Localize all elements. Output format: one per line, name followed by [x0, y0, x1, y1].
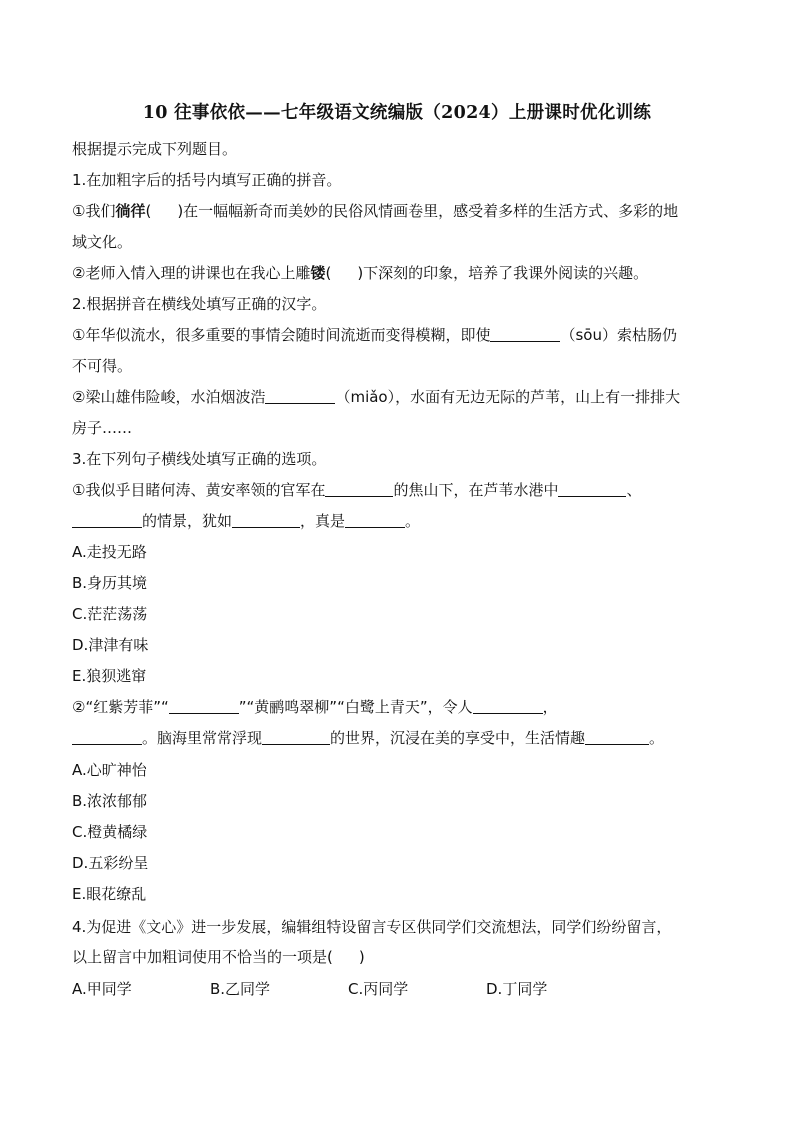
q1-stem: 1.在加粗字后的括号内填写正确的拼音。: [72, 171, 342, 189]
q3-s2-option-b[interactable]: B.浓浓郁郁: [72, 792, 148, 810]
q3-s1-option-c[interactable]: C.茫茫荡荡: [72, 605, 148, 623]
q1-item-1-paren-open: (: [145, 202, 152, 220]
q3-s1-text-e: ，真是: [300, 512, 346, 530]
q1-item-1-pre: ①我们: [72, 202, 116, 220]
q4-option-b[interactable]: B.乙同学: [210, 980, 271, 998]
q3-s2-blank-2[interactable]: [473, 698, 543, 714]
q1-item-2-pre: ②老师入情入理的讲课也在我心上雕: [72, 264, 311, 282]
q1-item-1-cont: 域文化。: [72, 233, 133, 251]
q2-item-1-blank[interactable]: [490, 326, 560, 342]
q3-s2-option-c[interactable]: C.橙黄橘绿: [72, 823, 148, 841]
q3-s1-text-c: 、: [626, 481, 642, 499]
q3-s1-text-f: 。: [405, 512, 421, 530]
q3-s2-text-f: 。: [649, 729, 665, 747]
q1-item-2: [72, 263, 648, 283]
q3-s1-blank-5[interactable]: [345, 512, 405, 528]
q2-item-2-pre: ②梁山雄伟险峻，水泊烟波浩: [72, 388, 266, 406]
q4-option-c[interactable]: C.丙同学: [348, 980, 409, 998]
q3-sentence-2-cont: [72, 728, 664, 748]
q1-item-1-bold-word: 徜徉: [115, 202, 146, 220]
q2-item-1-pre: ①年华似流水，很多重要的事情会随时间流逝而变得模糊，即使: [72, 326, 491, 344]
q2-item-2-post: （miǎo），水面有无边无际的芦苇，山上有一排排大: [335, 388, 681, 406]
q3-s1-text-d: 的情景，犹如: [142, 512, 233, 530]
q3-s2-text-e: 的世界，沉浸在美的享受中，生活情趣: [330, 729, 586, 747]
q2-item-1-post: （sōu）索枯肠仍: [560, 326, 677, 344]
q3-sentence-2: [72, 697, 558, 717]
q1-item-2-bold-word: 镂: [310, 264, 326, 282]
q3-sentence-1-cont: [72, 511, 420, 531]
q3-s2-text-b: ”“黄鹂鸣翠柳”“白鹭上青天”，令人: [238, 698, 473, 716]
q3-s2-option-d[interactable]: D.五彩纷呈: [72, 854, 149, 872]
q2-item-1: [72, 325, 677, 345]
q3-s1-option-a[interactable]: A.走投无路: [72, 543, 147, 561]
q2-item-2: [72, 387, 680, 407]
q4-paren-close: ): [358, 948, 365, 966]
q3-s2-text-d: 。脑海里常常浮现: [142, 729, 263, 747]
q1-item-1: [72, 201, 678, 221]
q4-option-a[interactable]: A.甲同学: [72, 980, 132, 998]
instructions: 根据提示完成下列题目。: [72, 140, 238, 158]
q3-s2-blank-4[interactable]: [262, 729, 330, 745]
q3-stem: 3.在下列句子横线处填写正确的选项。: [72, 450, 327, 468]
q1-item-2-post: )下深刻的印象，培养了我课外阅读的兴趣。: [357, 264, 649, 282]
q1-item-1-post: )在一幅幅新奇而美妙的民俗风情画卷里，感受着多样的生活方式、多彩的地: [177, 202, 679, 220]
q3-s2-option-e[interactable]: E.眼花缭乱: [72, 885, 147, 903]
q3-s2-text-a: ②“红紫芳菲”“: [72, 698, 169, 716]
q3-s1-option-d[interactable]: D.津津有味: [72, 636, 149, 654]
q4-option-d[interactable]: D.丁同学: [486, 980, 548, 998]
q3-s2-blank-3[interactable]: [72, 729, 142, 745]
q3-s1-option-b[interactable]: B.身历其境: [72, 574, 148, 592]
q3-s2-blank-1[interactable]: [169, 698, 239, 714]
q1-item-2-paren-open: (: [325, 264, 332, 282]
q3-s1-blank-2[interactable]: [558, 481, 626, 497]
q2-item-2-cont: 房子……: [72, 419, 133, 437]
q3-s1-blank-3[interactable]: [72, 512, 142, 528]
q4-stem: 4.为促进《文心》进一步发展，编辑组特设留言专区供同学们交流想法，同学们纷纷留言，: [72, 918, 672, 936]
q4-stem-cont: [72, 947, 365, 967]
q3-s1-text-b: 的焦山下，在芦苇水港中: [393, 481, 559, 499]
q2-stem: 2.根据拼音在横线处填写正确的汉字。: [72, 295, 327, 313]
q3-s2-text-c: ，: [542, 698, 558, 716]
q4-stem-cont-text: 以上留言中加粗词使用不恰当的一项是(: [72, 948, 333, 966]
q3-sentence-1: [72, 480, 641, 500]
q3-s2-option-a[interactable]: A.心旷神怡: [72, 761, 147, 779]
q3-s2-blank-5[interactable]: [585, 729, 649, 745]
q3-s1-text-a: ①我似乎目睹何涛、黄安率领的官军在: [72, 481, 326, 499]
q2-item-2-blank[interactable]: [265, 388, 335, 404]
q2-item-1-cont: 不可得。: [72, 357, 133, 375]
q3-s1-blank-4[interactable]: [232, 512, 300, 528]
page-title: 10 往事依依——七年级语文统编版（2024）上册课时优化训练: [142, 103, 652, 123]
q3-s1-option-e[interactable]: E.狼狈逃窜: [72, 667, 147, 685]
q3-s1-blank-1[interactable]: [325, 481, 393, 497]
